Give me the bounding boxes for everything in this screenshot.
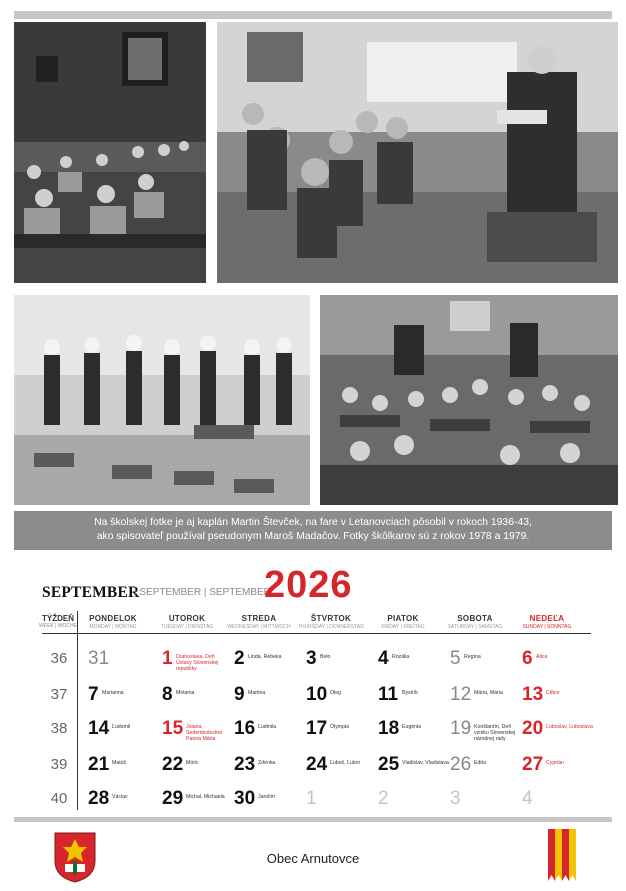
day-header-sub: TUESDAY | DIENSTAG (160, 624, 214, 630)
name-day-note: Jarolím (258, 794, 276, 800)
name-day-note: Olympia (330, 724, 350, 730)
week-number: 37 (50, 686, 68, 703)
caption-line-2: ako spisovateľ používal pseudonym Maroš Madačov. Fotky škôlkarov sú z rokov 1978 a 1979. (96, 531, 530, 542)
name-day-note: Mária, Mária (474, 690, 503, 696)
day-header-label: PONDELOK (89, 614, 137, 623)
name-day-note: Václav (112, 794, 128, 800)
day-number: 19 (450, 718, 472, 739)
name-day-note: Marianna (102, 690, 124, 696)
day-number: 10 (306, 684, 328, 705)
name-day-note: Jolana, Sedembolestná Panna Mária (186, 724, 223, 742)
day-number: 12 (450, 684, 472, 705)
day-number: 17 (306, 718, 328, 739)
name-day-note: Zdenka (258, 760, 276, 766)
day-number: 20 (522, 718, 544, 739)
name-day-note: Cyprián (546, 760, 564, 766)
name-day-note: Linda, Rebeka (248, 654, 282, 660)
day-number: 15 (162, 718, 184, 739)
day-header-label: ŠTVRTOK (310, 614, 352, 623)
day-header-label: PIATOK (387, 614, 419, 623)
calendar-day-cell (522, 648, 612, 684)
name-day-note: Martina (248, 690, 266, 696)
municipality-flag-icon (548, 829, 576, 881)
day-header-sub: SUNDAY | SONNTAG (522, 624, 572, 630)
name-day-note: Móric (186, 760, 199, 766)
month-name-translations: | SEPTEMBER | SEPTEMBER (134, 587, 271, 598)
day-header-sub: THURSDAY | DONNERSTAG (297, 624, 365, 630)
day-number: 7 (88, 684, 99, 705)
name-day-note: Edita (474, 760, 486, 766)
name-day-note: Belo (320, 654, 331, 660)
calendar-day-cell (522, 684, 612, 720)
day-number: 30 (234, 788, 256, 809)
day-number: 1 (162, 648, 173, 669)
week-number: 39 (50, 756, 68, 773)
name-day-note: Konštantín, Deň vzniku Slovenskej národnej rady (474, 724, 516, 742)
day-number: 26 (450, 754, 472, 775)
name-day-note: Ľuboš, Ľubor (330, 760, 361, 766)
bottom-divider (14, 817, 612, 822)
name-day-note: Ľuboslav, Ľuboslava (546, 724, 593, 730)
name-day-note: Miriama (176, 690, 195, 696)
caption-line-1: Na školskej fotke je aj kaplán Martin Števček, na fare v Letanovciach pôsobil v rokoch 1936-43, (94, 517, 532, 528)
day-header-sub: SATURDAY | SAMSTAG (447, 624, 503, 630)
day-number: 13 (522, 684, 544, 705)
day-number: 27 (522, 754, 544, 775)
day-number: 3 (450, 788, 461, 809)
name-day-note: Ctibor (546, 690, 560, 696)
day-number: 2 (234, 648, 245, 669)
week-number: 36 (50, 650, 68, 667)
name-day-note: Alica (536, 654, 548, 660)
year: 2026 (264, 564, 353, 606)
day-number: 3 (306, 648, 317, 669)
day-number: 4 (378, 648, 389, 669)
name-day-note: Ľudomil (112, 724, 131, 730)
day-number: 14 (88, 718, 110, 739)
day-number: 4 (522, 788, 533, 809)
day-header-sub: WEDNESDAY | MITTWOCH (227, 624, 291, 630)
name-day-note: Eugénia (402, 724, 422, 730)
day-number: 28 (88, 788, 110, 809)
day-header-label: NEDEĽA (529, 614, 565, 623)
day-number: 18 (378, 718, 400, 739)
week-number: 40 (50, 790, 68, 807)
day-number: 25 (378, 754, 400, 775)
day-number: 23 (234, 754, 256, 775)
name-day-note: Matúš (112, 760, 127, 766)
day-header-label: UTOROK (168, 614, 206, 623)
day-header-sun (502, 614, 592, 630)
calendar-day-cell (522, 718, 612, 754)
name-day-note: Vladislav, Vladislava (402, 760, 449, 766)
day-number: 11 (378, 684, 399, 705)
day-header-sub: MONDAY | MONTAG (89, 624, 137, 630)
day-number: 21 (88, 754, 110, 775)
day-number: 1 (306, 788, 317, 809)
photo-kindergarten-reading (217, 22, 618, 283)
photo-school-class-1936 (320, 295, 618, 505)
day-number: 24 (306, 754, 328, 775)
name-day-note: Oleg (330, 690, 341, 696)
municipality-name: Obec Arnutovce (266, 851, 360, 866)
month-name: SEPTEMBER (42, 584, 140, 601)
day-number: 16 (234, 718, 256, 739)
day-number: 31 (88, 648, 110, 669)
day-header-sub: FRIDAY | FREITAG (381, 624, 425, 630)
day-number: 5 (450, 648, 461, 669)
name-day-note: Regína (464, 654, 481, 660)
calendar-day-cell (522, 754, 612, 790)
day-number: 9 (234, 684, 245, 705)
photo-caption (14, 511, 612, 550)
name-day-note: Bystrík (402, 690, 418, 696)
week-column-divider (77, 611, 78, 810)
week-header-label: TÝŽDEŇ (42, 614, 74, 623)
calendar-heading (42, 566, 582, 606)
header-divider (42, 633, 591, 634)
day-header-label: SOBOTA (457, 614, 493, 623)
name-day-note: Drahoslava, Deň Ústavy Slovenskej republiky (176, 654, 219, 672)
week-header-sub: WEEK | WOCHE (39, 623, 77, 629)
name-day-note: Rozália (392, 654, 410, 660)
photo-gym-exercise (14, 295, 310, 505)
day-number: 8 (162, 684, 173, 705)
day-number: 2 (378, 788, 389, 809)
name-day-note: Michal, Michaela (186, 794, 225, 800)
day-number: 29 (162, 788, 184, 809)
name-day-note: Ľudmila (258, 724, 277, 730)
top-divider (14, 11, 612, 19)
photo-classroom-old (14, 22, 206, 283)
day-header-label: STREDA (241, 614, 277, 623)
day-number: 6 (522, 648, 533, 669)
week-number: 38 (50, 720, 68, 737)
day-number: 22 (162, 754, 184, 775)
